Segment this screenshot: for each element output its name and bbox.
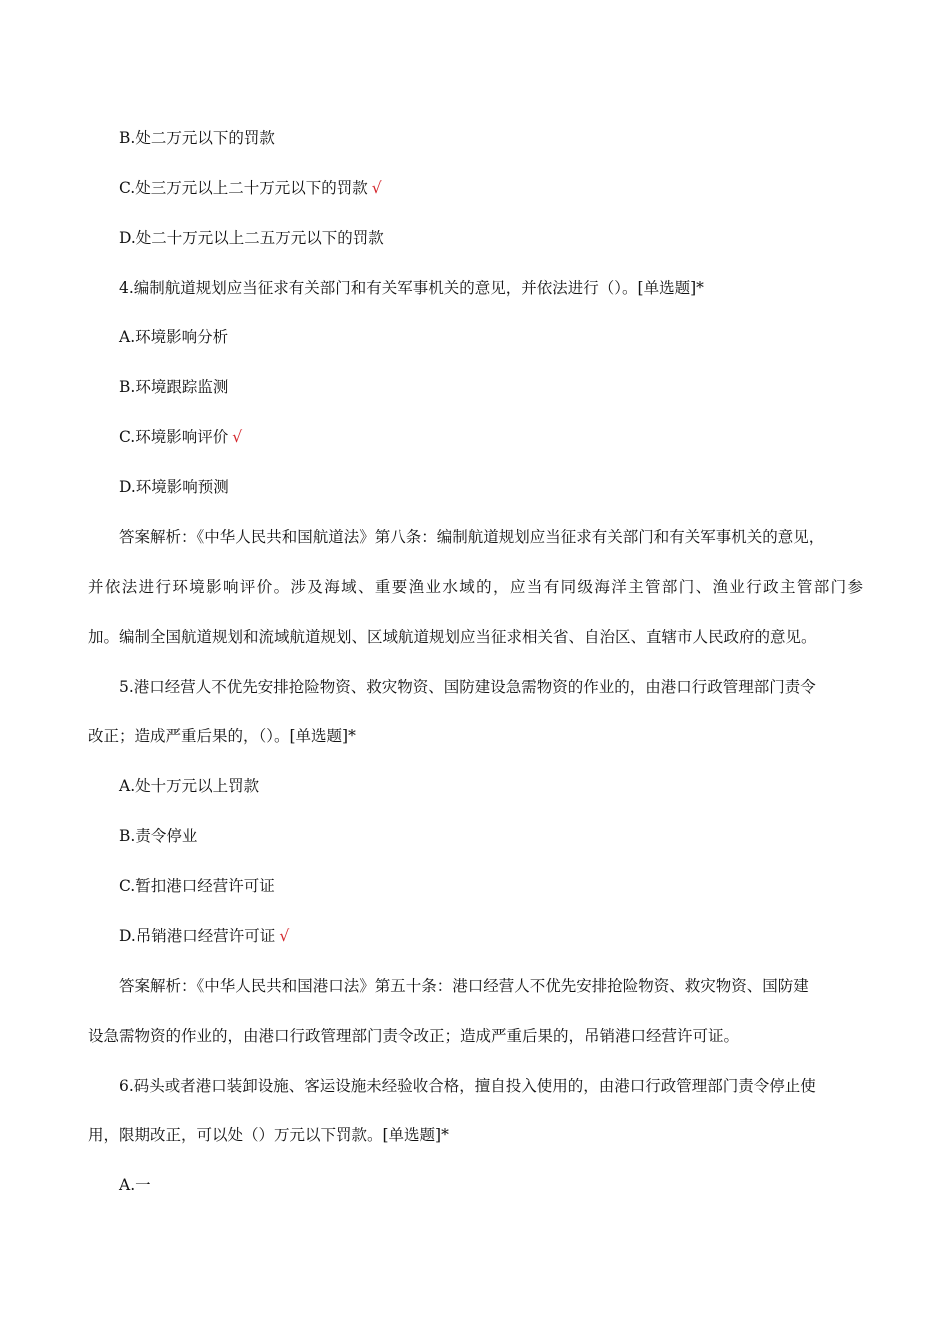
option-b [119, 377, 228, 397]
answer-explanation-line [88, 1026, 739, 1046]
option-text: B.处二万元以下的罚款 [119, 129, 275, 147]
option-b [119, 826, 197, 846]
question-6-continued [88, 1125, 449, 1145]
option-text: C.暂扣港口经营许可证 [119, 877, 275, 895]
explanation-text: 答案解析：《中华人民共和国航道法》第八条：编制航道规划应当征求有关部门和有关军事机关的意见， [119, 528, 825, 546]
question-5 [119, 677, 816, 697]
answer-explanation-line [88, 577, 863, 597]
question-6 [119, 1076, 816, 1096]
question-text: 6.码头或者港口装卸设施、客运设施未经验收合格，擅自投入使用的，由港口行政管理部门责令停止使 [119, 1077, 816, 1095]
question-text: 4.编制航道规划应当征求有关部门和有关军事机关的意见，并依法进行（）。[单选题]* [119, 279, 704, 297]
check-icon: √ [279, 927, 290, 945]
check-icon: √ [371, 179, 382, 197]
option-text: C.处三万元以上二十万元以下的罚款 [119, 179, 368, 197]
option-text: D.吊销港口经营许可证 [119, 927, 276, 945]
option-d [119, 477, 229, 497]
question-5-continued [88, 726, 356, 746]
option-c-correct [119, 178, 382, 198]
option-text: A.处十万元以上罚款 [119, 777, 260, 795]
check-icon: √ [232, 428, 243, 446]
answer-explanation-line [119, 527, 824, 547]
option-text: A.一 [119, 1176, 151, 1194]
option-text: A.环境影响分析 [119, 328, 229, 346]
question-text: 5.港口经营人不优先安排抢险物资、救灾物资、国防建设急需物资的作业的，由港口行政管理部门责令 [119, 678, 816, 696]
explanation-text: 并依法进行环境影响评价。涉及海域、重要渔业水域的，应当有同级海洋主管部门、渔业行政主管部门参 [88, 578, 863, 596]
option-d-correct [119, 926, 289, 946]
option-a [119, 327, 228, 347]
answer-explanation-line [119, 976, 809, 996]
option-c [119, 876, 275, 896]
option-a [119, 1175, 151, 1195]
question-4 [119, 278, 704, 298]
explanation-text: 设急需物资的作业的，由港口行政管理部门责令改正；造成严重后果的，吊销港口经营许可证。 [88, 1027, 740, 1045]
option-text: B.环境跟踪监测 [119, 378, 229, 396]
option-text: B.责令停业 [119, 827, 198, 845]
answer-explanation-line [88, 627, 817, 647]
explanation-text: 加。编制全国航道规划和流域航道规划、区域航道规划应当征求相关省、自治区、直辖市人民政府的意见。 [88, 628, 817, 646]
option-text: D.处二十万元以上二五万元以下的罚款 [119, 229, 384, 247]
option-a [119, 776, 259, 796]
question-text: 改正；造成严重后果的，（）。[单选题]* [88, 727, 356, 745]
option-c-correct [119, 427, 242, 447]
option-d [119, 228, 384, 248]
explanation-text: 答案解析：《中华人民共和国港口法》第五十条：港口经营人不优先安排抢险物资、救灾物资、国防建 [119, 977, 809, 995]
option-text: C.环境影响评价 [119, 428, 229, 446]
option-text: D.环境影响预测 [119, 478, 229, 496]
question-text: 用，限期改正，可以处（）万元以下罚款。[单选题]* [88, 1126, 449, 1144]
option-b [119, 128, 275, 148]
